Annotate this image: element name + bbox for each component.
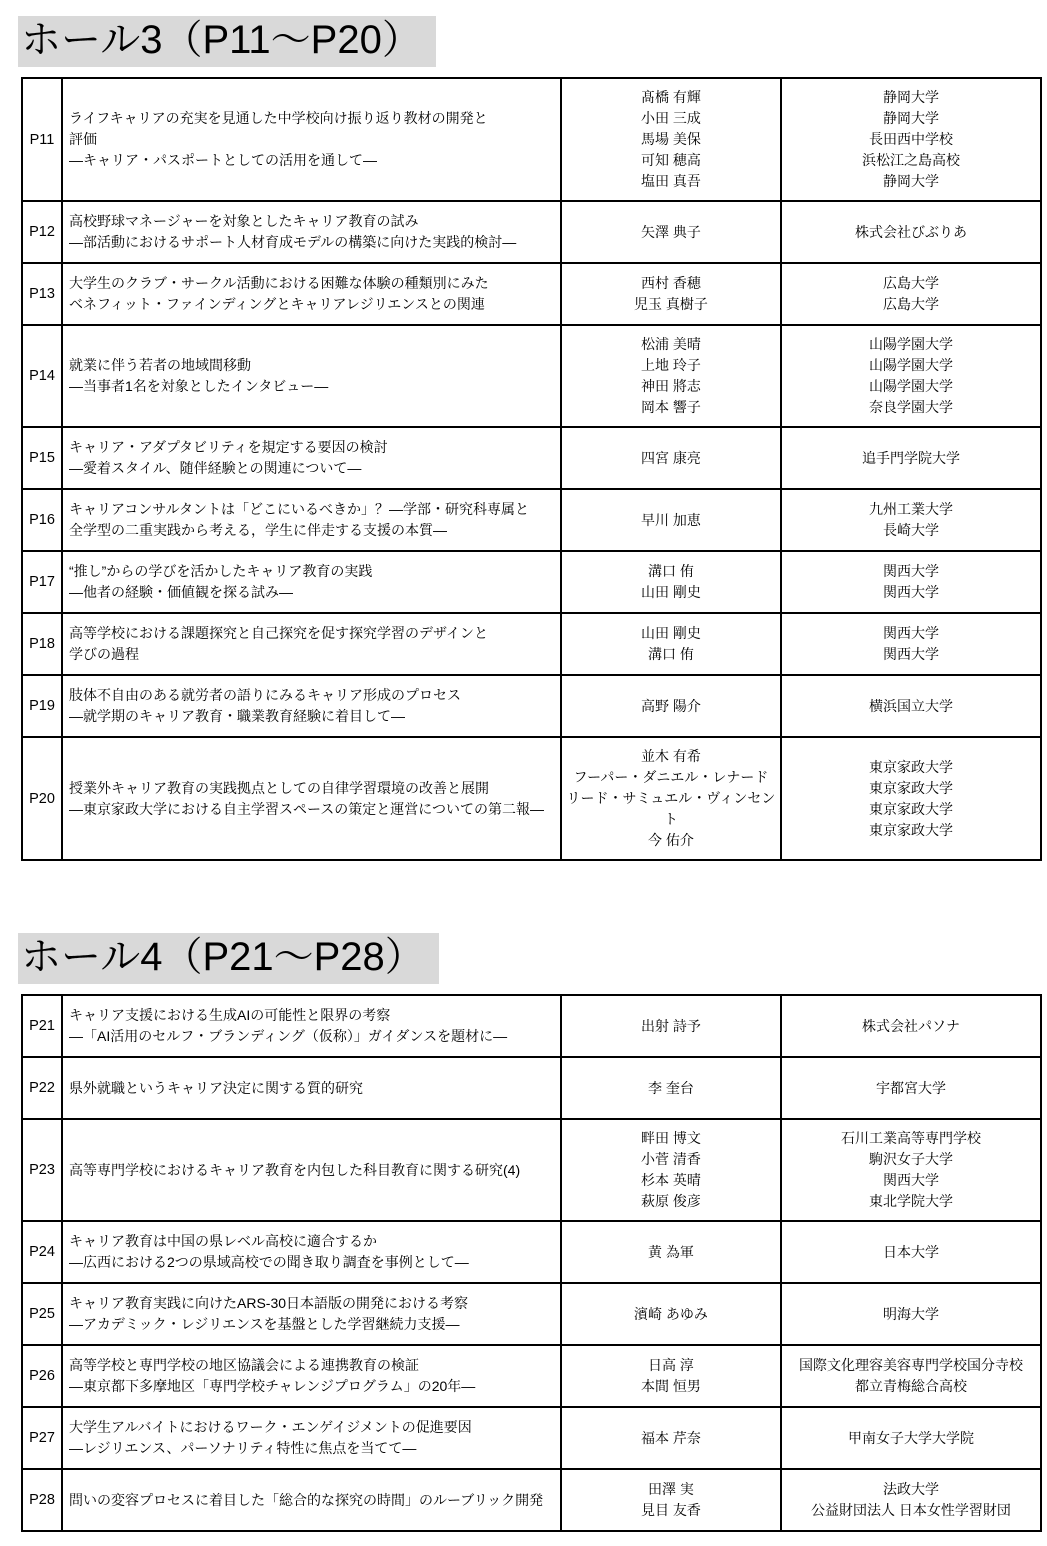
poster-affiliations-cell: 国際文化理容美容専門学校国分寺校 都立青梅総合高校 <box>781 1345 1041 1407</box>
poster-title-cell: 高校野球マネージャーを対象としたキャリア教育の試み ―部活動におけるサポート人材育成モデルの構築に向けた実践的検討― <box>62 201 561 263</box>
poster-id-cell: P16 <box>22 489 62 551</box>
poster-authors-cell: 溝口 侑 山田 剛史 <box>561 551 781 613</box>
poster-authors-cell: 出射 詩予 <box>561 995 781 1057</box>
table-row <box>22 263 1041 325</box>
poster-id-cell: P11 <box>22 78 62 201</box>
poster-affiliations-cell: 明海大学 <box>781 1283 1041 1345</box>
table-row <box>22 551 1041 613</box>
poster-table <box>21 77 1042 861</box>
poster-affiliations-cell: 九州工業大学 長崎大学 <box>781 489 1041 551</box>
poster-authors-cell: 矢澤 典子 <box>561 201 781 263</box>
poster-title-cell: 就業に伴う若者の地域間移動 ―当事者1名を対象としたインタビュー― <box>62 325 561 427</box>
poster-id-cell: P17 <box>22 551 62 613</box>
poster-title-cell: 県外就職というキャリア決定に関する質的研究 <box>62 1057 561 1119</box>
poster-title-cell: キャリア教育実践に向けたARS-30日本語版の開発における考察 ―アカデミック・レジリエンスを基盤とした学習継続力支援― <box>62 1283 561 1345</box>
poster-affiliations-cell: 法政大学 公益財団法人 日本女性学習財団 <box>781 1469 1041 1531</box>
poster-title-cell: キャリア教育は中国の県レベル高校に適合するか ―広西における2つの県域高校での聞き取り調査を事例として― <box>62 1221 561 1283</box>
poster-authors-cell: 福本 芹奈 <box>561 1407 781 1469</box>
table-row <box>22 325 1041 427</box>
poster-id-cell: P13 <box>22 263 62 325</box>
poster-authors-cell: 松浦 美晴 上地 玲子 神田 將志 岡本 響子 <box>561 325 781 427</box>
poster-authors-cell: 早川 加恵 <box>561 489 781 551</box>
poster-id-cell: P18 <box>22 613 62 675</box>
poster-affiliations-cell: 宇都宮大学 <box>781 1057 1041 1119</box>
poster-id-cell: P19 <box>22 675 62 737</box>
table-row <box>22 1469 1041 1531</box>
section-hall3 <box>21 16 1041 861</box>
poster-authors-cell: 山田 剛史 溝口 侑 <box>561 613 781 675</box>
table-row <box>22 995 1041 1057</box>
poster-title-cell: 高等専門学校におけるキャリア教育を内包した科目教育に関する研究(4) <box>62 1119 561 1221</box>
poster-title-cell: 大学生アルバイトにおけるワーク・エンゲイジメントの促進要因 ―レジリエンス、パーソナリティ特性に焦点を当てて― <box>62 1407 561 1469</box>
poster-affiliations-cell: 広島大学 広島大学 <box>781 263 1041 325</box>
poster-affiliations-cell: 株式会社パソナ <box>781 995 1041 1057</box>
poster-affiliations-cell: 東京家政大学 東京家政大学 東京家政大学 東京家政大学 <box>781 737 1041 860</box>
poster-affiliations-cell: 山陽学園大学 山陽学園大学 山陽学園大学 奈良学園大学 <box>781 325 1041 427</box>
poster-id-cell: P20 <box>22 737 62 860</box>
poster-title-cell: キャリア支援における生成AIの可能性と限界の考察 ―「AI活用のセルフ・ブランディング（仮称）」ガイダンスを題材に― <box>62 995 561 1057</box>
poster-title-cell: キャリア・アダプタビリティを規定する要因の検討 ―愛着スタイル、随伴経験との関連について― <box>62 427 561 489</box>
poster-title-cell: 問いの変容プロセスに着目した「総合的な探究の時間」のルーブリック開発 <box>62 1469 561 1531</box>
poster-title-cell: “推し”からの学びを活かしたキャリア教育の実践 ―他者の経験・価値観を探る試み― <box>62 551 561 613</box>
poster-affiliations-cell: 甲南女子大学大学院 <box>781 1407 1041 1469</box>
poster-affiliations-cell: 日本大学 <box>781 1221 1041 1283</box>
table-row <box>22 201 1041 263</box>
poster-id-cell: P27 <box>22 1407 62 1469</box>
poster-id-cell: P21 <box>22 995 62 1057</box>
poster-authors-cell: 濱崎 あゆみ <box>561 1283 781 1345</box>
poster-authors-cell: 並木 有希 フーパー・ダニエル・レナード リード・サミュエル・ヴィンセント 今 佑介 <box>561 737 781 860</box>
poster-id-cell: P24 <box>22 1221 62 1283</box>
table-row <box>22 427 1041 489</box>
poster-id-cell: P25 <box>22 1283 62 1345</box>
poster-authors-cell: 四宮 康亮 <box>561 427 781 489</box>
poster-id-cell: P14 <box>22 325 62 427</box>
poster-affiliations-cell: 静岡大学 静岡大学 長田西中学校 浜松江之島高校 静岡大学 <box>781 78 1041 201</box>
poster-authors-cell: 李 奎台 <box>561 1057 781 1119</box>
section-title: ホール3（P11～P20） <box>18 16 436 67</box>
table-row <box>22 489 1041 551</box>
poster-authors-cell: 畔田 博文 小菅 清香 杉本 英晴 萩原 俊彦 <box>561 1119 781 1221</box>
section-hall4 <box>21 933 1041 1532</box>
poster-authors-cell: 西村 香穂 児玉 真樹子 <box>561 263 781 325</box>
poster-affiliations-cell: 横浜国立大学 <box>781 675 1041 737</box>
poster-affiliations-cell: 追手門学院大学 <box>781 427 1041 489</box>
poster-affiliations-cell: 関西大学 関西大学 <box>781 613 1041 675</box>
poster-affiliations-cell: 株式会社びぶりあ <box>781 201 1041 263</box>
table-row <box>22 613 1041 675</box>
poster-id-cell: P15 <box>22 427 62 489</box>
poster-affiliations-cell: 石川工業高等専門学校 駒沢女子大学 関西大学 東北学院大学 <box>781 1119 1041 1221</box>
poster-affiliations-cell: 関西大学 関西大学 <box>781 551 1041 613</box>
poster-id-cell: P12 <box>22 201 62 263</box>
poster-title-cell: 肢体不自由のある就労者の語りにみるキャリア形成のプロセス ―就学期のキャリア教育・職業教育経験に着目して― <box>62 675 561 737</box>
poster-id-cell: P28 <box>22 1469 62 1531</box>
table-row <box>22 1407 1041 1469</box>
poster-id-cell: P26 <box>22 1345 62 1407</box>
table-row <box>22 1345 1041 1407</box>
table-row <box>22 1057 1041 1119</box>
table-row <box>22 78 1041 201</box>
poster-title-cell: 授業外キャリア教育の実践拠点としての自律学習環境の改善と展開 ―東京家政大学における自主学習スペースの策定と運営についての第二報― <box>62 737 561 860</box>
table-row <box>22 1221 1041 1283</box>
table-row <box>22 1119 1041 1221</box>
section-title: ホール4（P21～P28） <box>18 933 439 984</box>
poster-authors-cell: 日高 淳 本間 恒男 <box>561 1345 781 1407</box>
table-row <box>22 737 1041 860</box>
poster-authors-cell: 田澤 実 見目 友香 <box>561 1469 781 1531</box>
poster-authors-cell: 黄 為軍 <box>561 1221 781 1283</box>
table-row <box>22 1283 1041 1345</box>
poster-title-cell: 大学生のクラブ・サークル活動における困難な体験の種類別にみた ベネフィット・ファインディングとキャリアレジリエンスとの関連 <box>62 263 561 325</box>
poster-authors-cell: 高野 陽介 <box>561 675 781 737</box>
poster-authors-cell: 髙橋 有輝 小田 三成 馬場 美保 可知 穂高 塩田 真吾 <box>561 78 781 201</box>
poster-title-cell: ライフキャリアの充実を見通した中学校向け振り返り教材の開発と 評価 ―キャリア・パスポートとしての活用を通して― <box>62 78 561 201</box>
poster-id-cell: P23 <box>22 1119 62 1221</box>
poster-title-cell: 高等学校における課題探究と自己探究を促す探究学習のデザインと 学びの過程 <box>62 613 561 675</box>
poster-title-cell: キャリアコンサルタントは「どこにいるべきか」？―学部・研究科専属と 全学型の二重実践から考える，学生に伴走する支援の本質― <box>62 489 561 551</box>
table-row <box>22 675 1041 737</box>
poster-table <box>21 994 1042 1532</box>
poster-title-cell: 高等学校と専門学校の地区協議会による連携教育の検証 ―東京都下多摩地区「専門学校チャレンジプログラム」の20年― <box>62 1345 561 1407</box>
poster-id-cell: P22 <box>22 1057 62 1119</box>
